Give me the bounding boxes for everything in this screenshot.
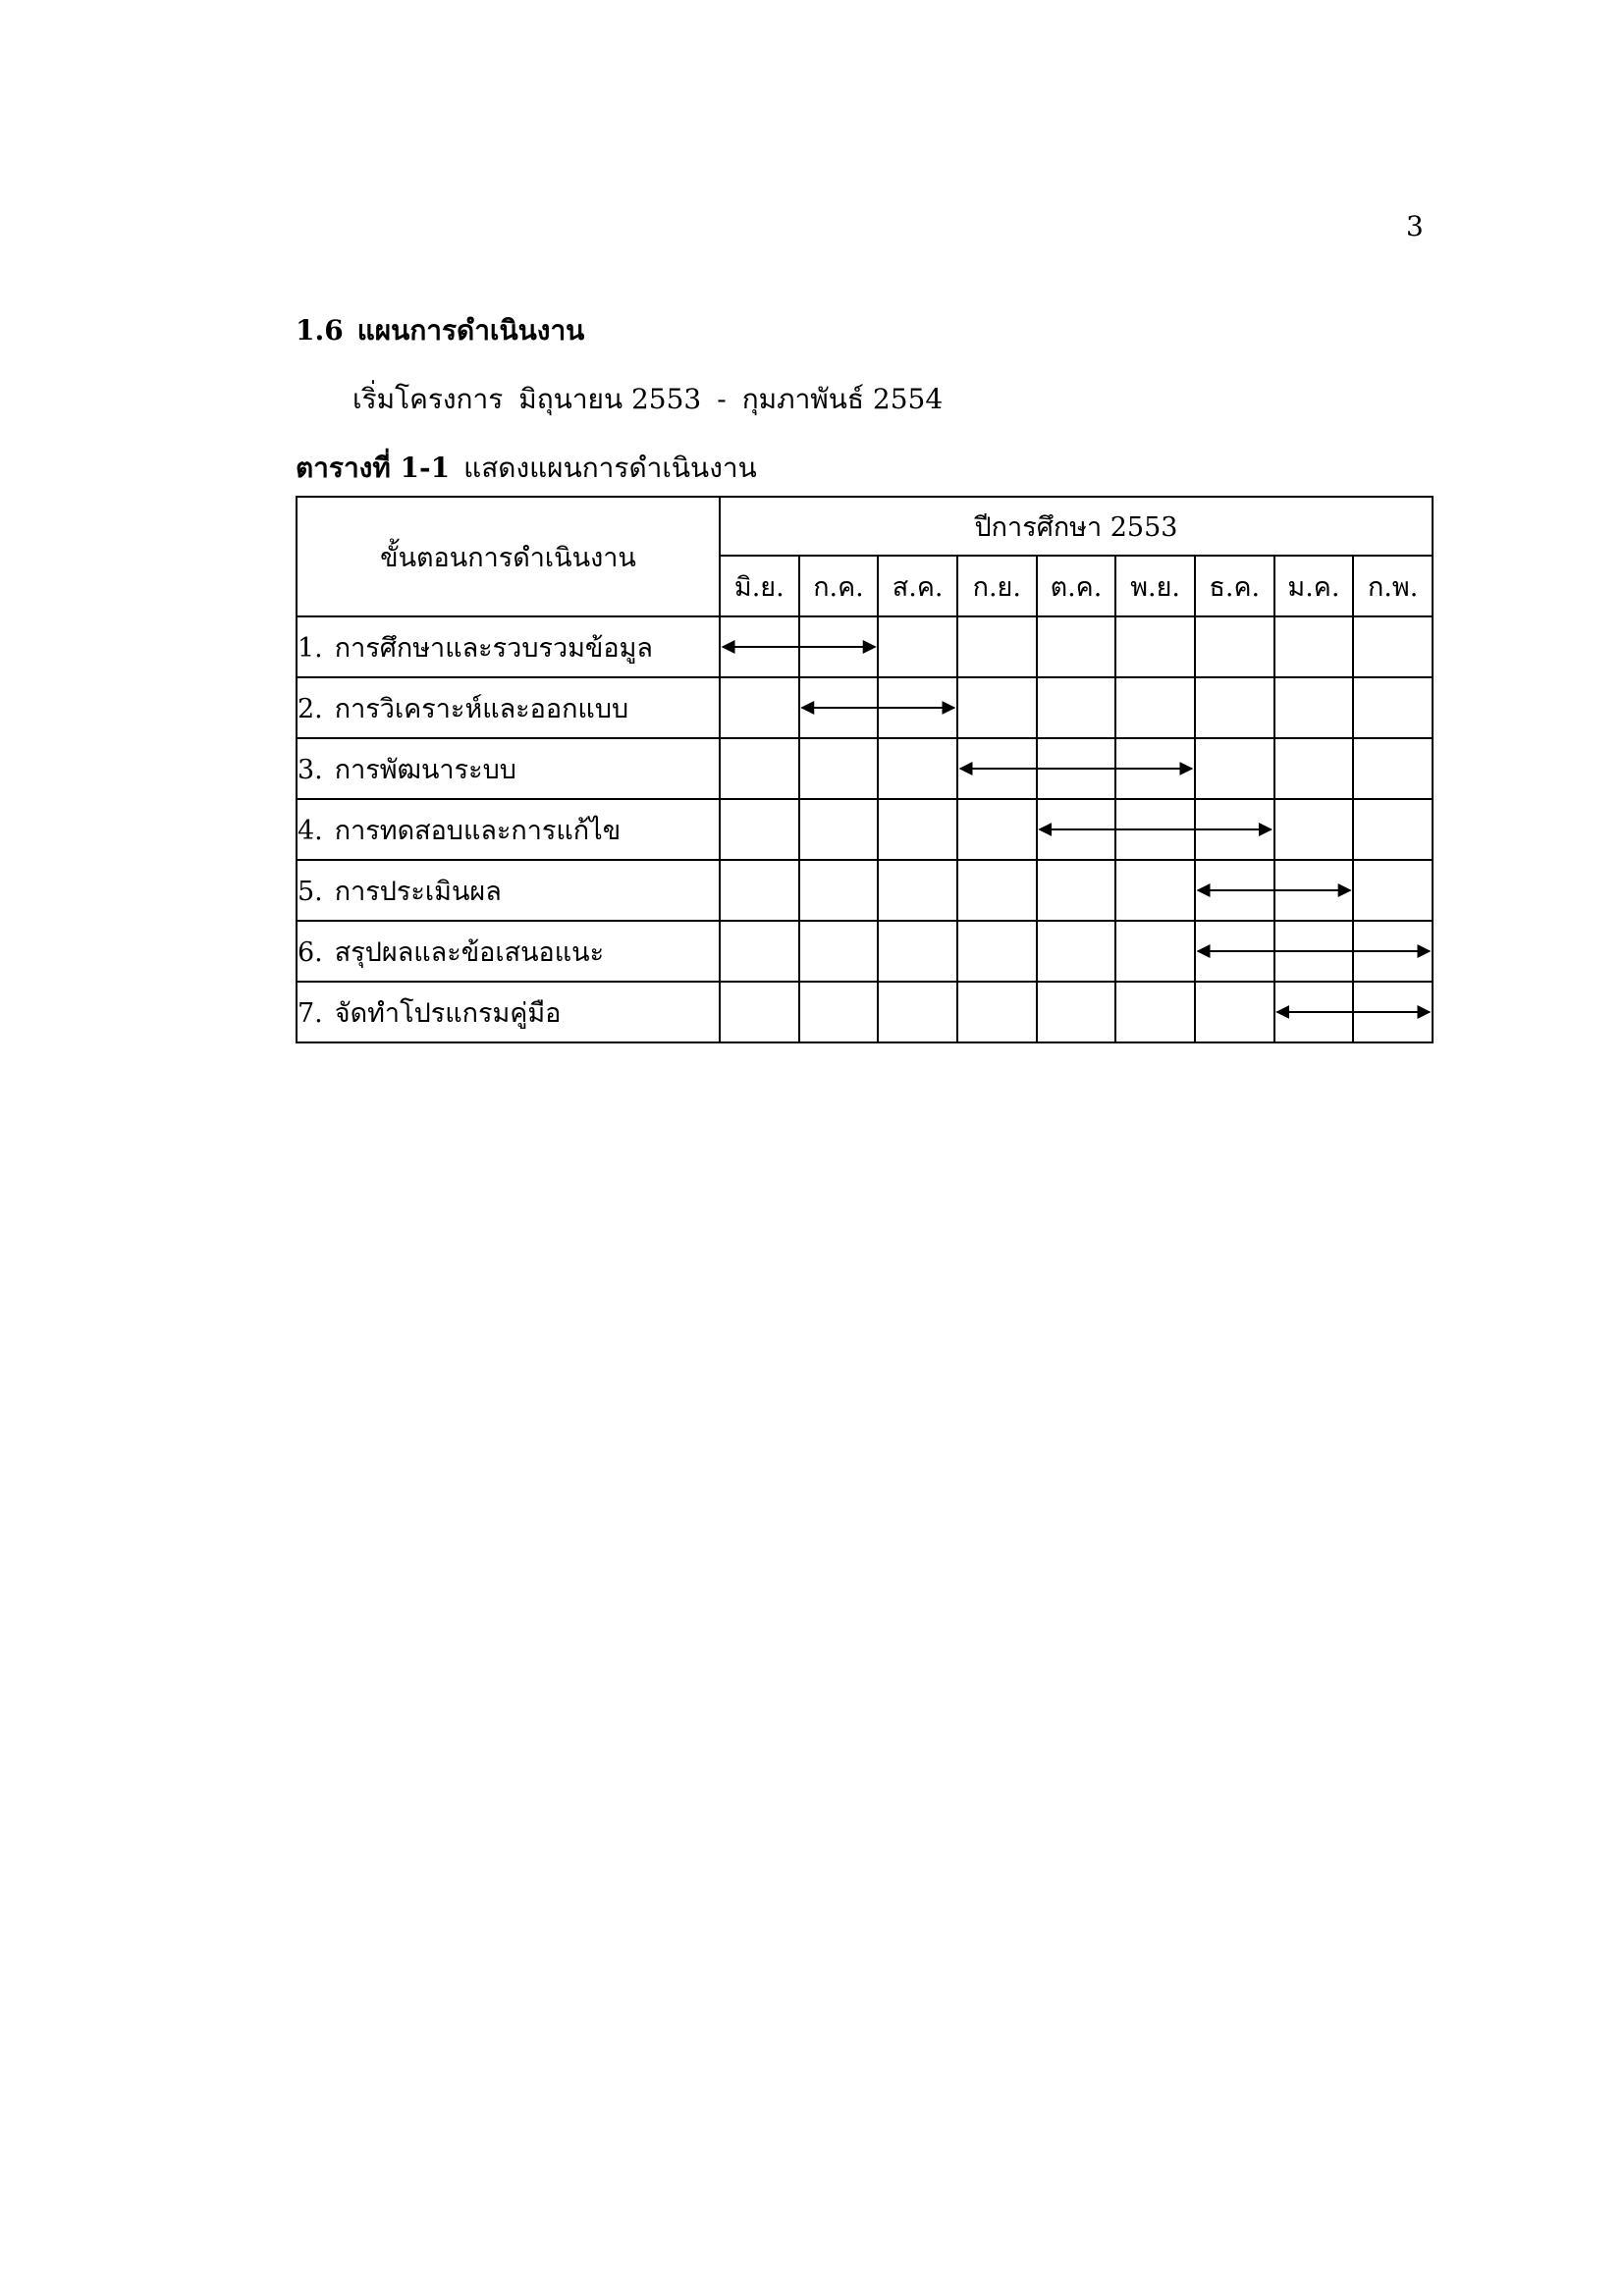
month-header: ม.ค. <box>1274 556 1354 616</box>
schedule-cell <box>878 738 957 799</box>
task-name: การศึกษาและรวบรวมข้อมูล <box>334 632 653 664</box>
schedule-cell <box>878 860 957 921</box>
schedule-cell <box>957 738 1037 799</box>
schedule-cell <box>957 921 1037 982</box>
schedule-cell <box>720 799 799 860</box>
task-label <box>297 616 720 677</box>
task-label <box>297 921 720 982</box>
schedule-cell <box>799 982 879 1042</box>
table-caption-text: แสดงแผนการดำเนินงาน <box>463 452 757 484</box>
schedule-cell <box>1037 982 1116 1042</box>
schedule-cell <box>1274 860 1354 921</box>
schedule-cell <box>957 982 1037 1042</box>
month-header: ก.พ. <box>1353 556 1433 616</box>
task-label <box>297 860 720 921</box>
schedule-cell <box>799 799 879 860</box>
section-heading <box>296 309 584 352</box>
schedule-cell <box>878 616 957 677</box>
schedule-cell <box>878 799 957 860</box>
schedule-cell <box>1037 616 1116 677</box>
schedule-cell <box>799 616 879 677</box>
task-index: 3. <box>298 754 323 785</box>
task-row <box>297 982 1433 1042</box>
schedule-cell <box>1353 860 1433 921</box>
schedule-cell <box>1115 738 1195 799</box>
schedule-cell <box>1274 616 1354 677</box>
schedule-cell <box>1115 921 1195 982</box>
schedule-cell <box>1274 982 1354 1042</box>
schedule-cell <box>1115 799 1195 860</box>
task-index: 4. <box>298 815 323 846</box>
schedule-cell <box>1115 677 1195 738</box>
schedule-cell <box>1353 982 1433 1042</box>
academic-year-header: ปีการศึกษา 2553 <box>720 497 1433 556</box>
task-index: 1. <box>298 632 323 664</box>
schedule-cell <box>878 921 957 982</box>
page-number: 3 <box>1406 210 1424 242</box>
section-number: 1.6 <box>296 314 344 347</box>
schedule-cell <box>1195 982 1274 1042</box>
task-name: การทดสอบและการแก้ไข <box>334 815 622 846</box>
task-row <box>297 677 1433 738</box>
schedule-cell <box>1274 799 1354 860</box>
task-name: การวิเคราะห์และออกแบบ <box>334 693 629 724</box>
period-label: เริ่มโครงการ <box>352 383 504 415</box>
schedule-cell <box>1195 738 1274 799</box>
schedule-cell <box>957 677 1037 738</box>
schedule-cell <box>720 738 799 799</box>
schedule-cell <box>1353 738 1433 799</box>
task-row <box>297 799 1433 860</box>
task-name: การพัฒนาระบบ <box>334 754 516 785</box>
task-index: 5. <box>298 876 323 907</box>
step-column-header: ขั้นตอนการดำเนินงาน <box>297 497 720 616</box>
schedule-cell <box>799 738 879 799</box>
schedule-cell <box>1195 616 1274 677</box>
task-label <box>297 677 720 738</box>
schedule-cell <box>720 616 799 677</box>
schedule-cell <box>957 616 1037 677</box>
schedule-cell <box>1037 921 1116 982</box>
task-index: 7. <box>298 997 323 1029</box>
month-header: ก.ย. <box>957 556 1037 616</box>
month-header: มิ.ย. <box>720 556 799 616</box>
schedule-cell <box>957 799 1037 860</box>
schedule-cell <box>1115 616 1195 677</box>
period-start: มิถุนายน 2553 <box>518 383 702 415</box>
task-name: การประเมินผล <box>334 876 502 907</box>
schedule-cell <box>720 982 799 1042</box>
month-header: พ.ย. <box>1115 556 1195 616</box>
schedule-cell <box>720 860 799 921</box>
schedule-cell <box>1274 921 1354 982</box>
operation-plan-table <box>296 496 1434 1043</box>
period-end: กุมภาพันธ์ 2554 <box>741 383 944 415</box>
schedule-cell <box>1353 799 1433 860</box>
task-label <box>297 738 720 799</box>
schedule-cell <box>1274 677 1354 738</box>
schedule-cell <box>1274 738 1354 799</box>
schedule-cell <box>1115 860 1195 921</box>
schedule-cell <box>799 921 879 982</box>
table-caption <box>296 447 757 490</box>
task-name: จัดทำโปรแกรมคู่มือ <box>334 997 562 1029</box>
schedule-cell <box>1195 860 1274 921</box>
task-index: 6. <box>298 936 323 968</box>
schedule-cell <box>1037 799 1116 860</box>
schedule-cell <box>878 677 957 738</box>
task-row <box>297 921 1433 982</box>
project-period <box>352 378 958 421</box>
schedule-cell <box>1037 677 1116 738</box>
period-dash: - <box>717 383 727 415</box>
schedule-cell <box>799 677 879 738</box>
schedule-cell <box>1037 860 1116 921</box>
schedule-cell <box>878 982 957 1042</box>
month-header: ธ.ค. <box>1195 556 1274 616</box>
schedule-cell <box>720 677 799 738</box>
schedule-cell <box>799 860 879 921</box>
schedule-cell <box>1353 921 1433 982</box>
month-header: ก.ค. <box>799 556 879 616</box>
task-label <box>297 982 720 1042</box>
schedule-cell <box>1115 982 1195 1042</box>
schedule-cell <box>1353 616 1433 677</box>
schedule-cell <box>957 860 1037 921</box>
task-row <box>297 738 1433 799</box>
table-caption-label: ตารางที่ 1-1 <box>296 452 451 484</box>
schedule-cell <box>1195 799 1274 860</box>
schedule-cell <box>720 921 799 982</box>
schedule-cell <box>1195 921 1274 982</box>
schedule-cell <box>1353 677 1433 738</box>
task-index: 2. <box>298 693 323 724</box>
task-label <box>297 799 720 860</box>
month-header: ต.ค. <box>1037 556 1116 616</box>
task-row <box>297 616 1433 677</box>
task-name: สรุปผลและข้อเสนอแนะ <box>334 936 605 968</box>
schedule-cell <box>1037 738 1116 799</box>
month-header: ส.ค. <box>878 556 957 616</box>
section-title: แผนการดำเนินงาน <box>356 314 585 347</box>
task-row <box>297 860 1433 921</box>
schedule-cell <box>1195 677 1274 738</box>
